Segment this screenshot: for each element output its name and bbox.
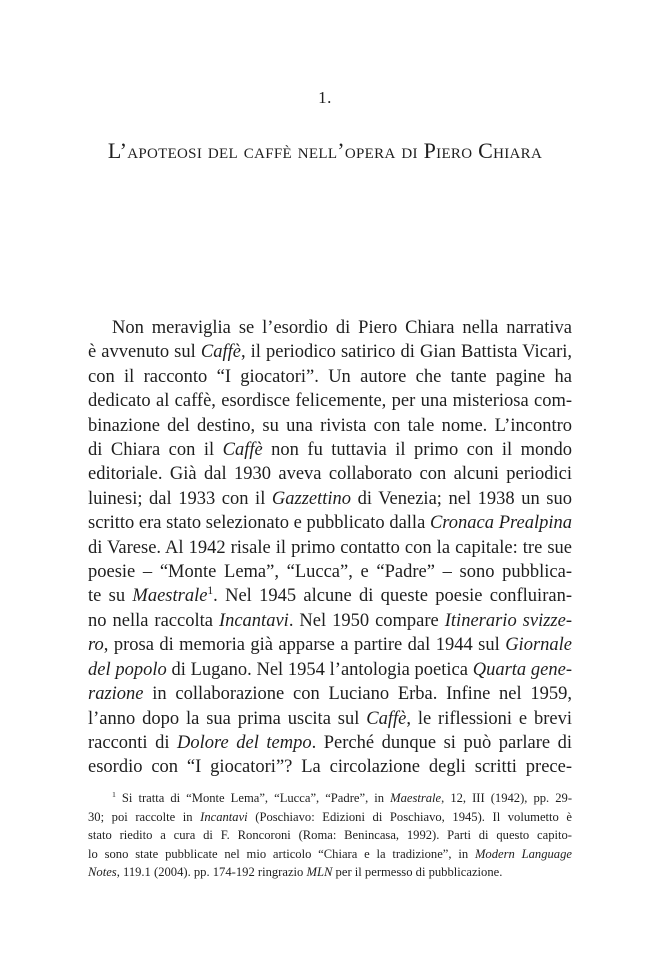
text-run: luinesi; dal 1933 con il — [88, 488, 272, 509]
text-run: di Lugano. Nel 1954 l’antologia poetica — [166, 659, 473, 680]
chapter-number: 1. — [318, 88, 332, 107]
italic-text: Maestrale — [390, 791, 442, 805]
text-run: scritto era stato selezionato e pubblicato dalla — [88, 513, 430, 534]
italic-text: Giornale — [505, 635, 572, 656]
chapter-title: L’apoteosi del caffè nell’opera di Piero Chiara — [107, 138, 543, 163]
text-run: , 119.1 (2004). pp. 174-192 ringrazio — [116, 865, 307, 880]
footnote-line — [88, 789, 572, 808]
text-run: poesie – “Monte Lema”, “Lucca”, e “Padre” – sono pubblica- — [88, 562, 572, 583]
body-line — [88, 609, 572, 633]
italic-text: Caffè — [366, 708, 407, 729]
text-run: con il racconto “I giocatori”. Un autore che tante pagine ha — [88, 366, 572, 387]
italic-text: Maestrale — [132, 586, 208, 607]
footnote-line — [88, 845, 572, 864]
body-line — [88, 487, 572, 511]
footnote-line — [88, 863, 572, 882]
italic-text: Modern Language — [474, 846, 572, 861]
text-run: , prosa di memoria già apparse a partire dal 1944 sul — [103, 635, 506, 656]
text-run: di Venezia; nel 1938 un suo — [351, 488, 572, 509]
footnote-block — [88, 789, 572, 882]
body-line — [88, 389, 572, 413]
body-line — [88, 536, 572, 560]
text-run: non fu tuttavia il primo con il mondo — [262, 440, 572, 461]
text-run: . Nel 1950 compare — [288, 610, 445, 631]
body-line — [88, 560, 572, 584]
italic-text: Incantavi — [218, 610, 289, 631]
body-line — [88, 340, 572, 364]
body-paragraph — [88, 316, 572, 780]
text-run: binazione del destino, su una rivista con tale nome. L’incontro — [88, 415, 572, 436]
italic-text: ro — [88, 635, 104, 656]
text-run: in collaborazione con Luciano Erba. Infine nel 1959, — [143, 684, 572, 705]
italic-text: Caffè — [200, 342, 241, 363]
text-run: per il permesso di pubblicazione. — [332, 865, 503, 880]
text-run: l’anno dopo la sua prima uscita sul — [88, 708, 367, 729]
text-run: te su — [88, 586, 133, 607]
body-line — [88, 438, 572, 462]
italic-text: Gazzettino — [271, 488, 352, 509]
text-run: editoriale. Già dal 1930 aveva collaborato con alcuni periodici — [88, 464, 572, 485]
italic-text: del popolo — [88, 659, 167, 680]
text-run: Non meraviglia se l’esordio di Piero Chiara nella narrativa — [112, 318, 572, 338]
footnote-line — [88, 808, 572, 827]
footnote-marker: 1 — [112, 789, 116, 799]
body-line — [88, 755, 572, 779]
body-line — [88, 682, 572, 706]
text-run: , le riflessioni e brevi — [406, 708, 572, 729]
body-line — [88, 511, 572, 535]
body-line — [88, 584, 572, 608]
italic-text: Incantavi — [200, 809, 248, 824]
text-run: di Chiara con il — [88, 440, 223, 461]
body-line — [88, 633, 572, 657]
body-line — [88, 414, 572, 438]
body-line — [88, 462, 572, 486]
text-run: , 12, III (1942), pp. 29- — [441, 791, 573, 805]
footnote-line — [88, 826, 572, 845]
body-line — [88, 707, 572, 731]
body-line — [88, 316, 572, 340]
text-run: è avvenuto sul — [88, 342, 201, 363]
text-run: lo sono state pubblicate nel mio articolo “Chiara e la tradizione”, in — [88, 846, 475, 861]
text-run: di Varese. Al 1942 risale il primo contatto con la capitale: tre sue — [88, 537, 572, 558]
italic-text: Dolore del tempo — [177, 732, 312, 753]
italic-text: Caffè — [222, 440, 263, 461]
text-run: dedicato al caffè, esordisce felicemente, per una misteriosa com- — [88, 391, 572, 412]
footnote-marker: 1 — [207, 585, 214, 598]
text-run: 30; poi raccolte in — [88, 809, 201, 824]
text-run: racconti di — [88, 732, 178, 753]
text-run: stato riedito a cura di F. Roncoroni (Roma: Benincasa, 1992). Parti di questo capito- — [88, 828, 572, 843]
body-line — [88, 658, 572, 682]
body-line — [88, 365, 572, 389]
text-run: no nella raccolta — [88, 610, 219, 631]
text-run: Si tratta di “Monte Lema”, “Lucca”, “Padre”, in — [115, 791, 391, 805]
text-run: . Nel 1945 alcune di queste poesie confluiran- — [213, 586, 572, 607]
italic-text: Notes — [88, 865, 117, 880]
italic-text: razione — [88, 684, 144, 705]
text-run: (Poschiavo: Edizioni di Poschiavo, 1945). Il volumetto è — [247, 809, 572, 824]
body-line — [88, 731, 572, 755]
italic-text: Quarta gene- — [472, 659, 572, 680]
italic-text: Itinerario svizze- — [444, 610, 572, 631]
text-run: . Perché dunque si può parlare di — [311, 732, 572, 753]
text-run: esordio con “I giocatori”? La circolazione degli scritti prece- — [88, 757, 572, 778]
text-run: , il periodico satirico di Gian Battista Vicari, — [240, 342, 572, 363]
italic-text: MLN — [306, 865, 333, 880]
italic-text: Cronaca Prealpina — [429, 513, 572, 534]
